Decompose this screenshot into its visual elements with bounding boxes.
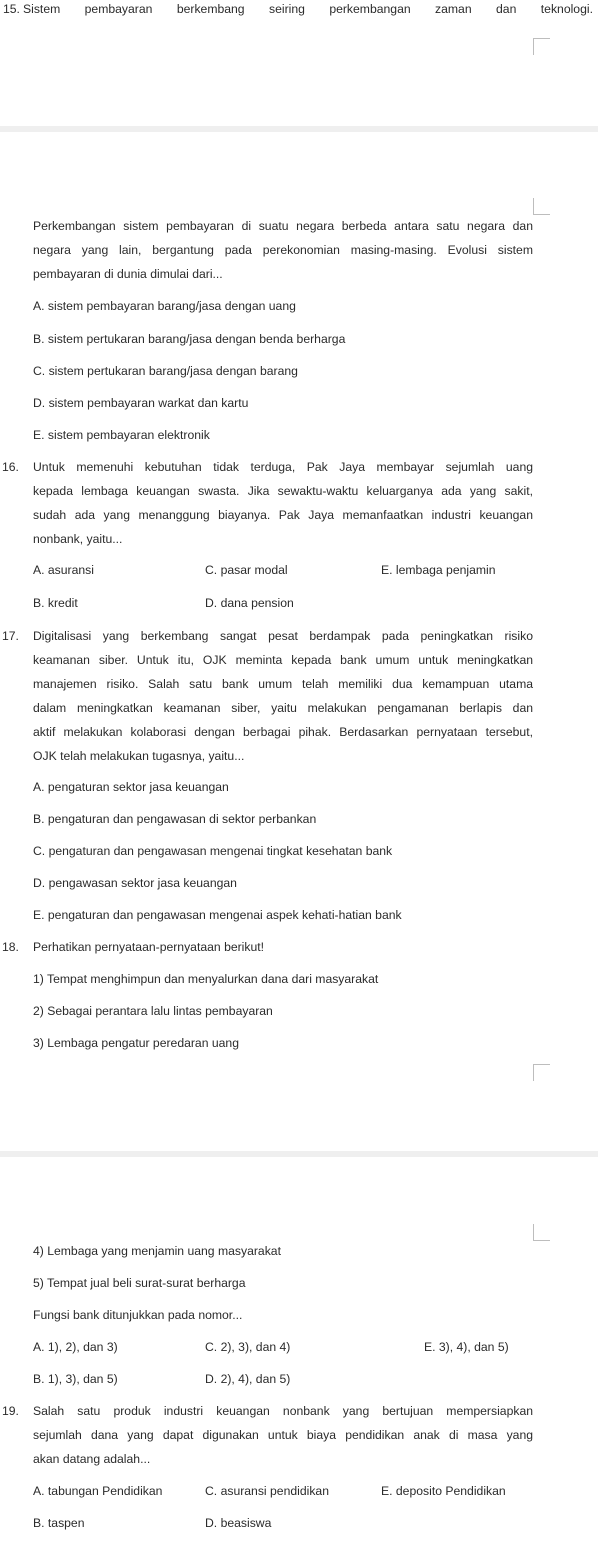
option-e[interactable]: E. lembaga penjamin	[381, 563, 496, 577]
option-a[interactable]: A. tabungan Pendidikan	[33, 1484, 163, 1498]
option-c[interactable]: C. sistem pertukaran barang/jasa dengan barang	[33, 364, 298, 378]
question-number: 17.	[2, 629, 19, 643]
option-a[interactable]: A. pengaturan sektor jasa keuangan	[33, 780, 229, 794]
statement-1: 1) Tempat menghimpun dan menyalurkan dana dari masyarakat	[33, 972, 379, 986]
option-a[interactable]: A. sistem pembayaran barang/jasa dengan uang	[33, 299, 296, 313]
option-d[interactable]: D. dana pension	[205, 596, 294, 610]
page-separator	[0, 126, 598, 132]
statement-2: 2) Sebagai perantara lalu lintas pembayaran	[33, 1004, 273, 1018]
crop-mark-top	[533, 1064, 550, 1081]
question-number: 16.	[2, 460, 19, 474]
option-e[interactable]: E. pengaturan dan pengawasan mengenai aspek kehati-hatian bank	[33, 908, 402, 922]
option-e[interactable]: E. sistem pembayaran elektronik	[33, 428, 210, 442]
option-c[interactable]: C. 2), 3), dan 4)	[205, 1340, 291, 1354]
question-number: 19.	[2, 1404, 19, 1418]
option-e[interactable]: E. deposito Pendidikan	[381, 1484, 506, 1498]
option-d[interactable]: D. 2), 4), dan 5)	[205, 1372, 291, 1386]
statement-3: 3) Lembaga pengatur peredaran uang	[33, 1036, 239, 1050]
page-separator	[0, 1151, 598, 1157]
crop-mark-bottom	[533, 198, 550, 215]
crop-mark-top	[533, 38, 550, 55]
option-b[interactable]: B. 1), 3), dan 5)	[33, 1372, 118, 1386]
crop-mark-bottom	[533, 1224, 550, 1241]
question-title: Perhatikan pernyataan-pernyataan berikut!	[33, 940, 265, 954]
option-b[interactable]: B. pengaturan dan pengawasan di sektor perbankan	[33, 812, 317, 826]
option-c[interactable]: C. pasar modal	[205, 563, 288, 577]
option-d[interactable]: D. beasiswa	[205, 1516, 272, 1530]
option-c[interactable]: C. pengaturan dan pengawasan mengenai tingkat kesehatan bank	[33, 844, 393, 858]
question-title: Sistem pembayaran berkembang seiring perkembangan zaman dan teknologi.	[23, 2, 593, 16]
option-b[interactable]: B. sistem pertukaran barang/jasa dengan benda berharga	[33, 332, 346, 346]
option-b[interactable]: B. taspen	[33, 1516, 85, 1530]
option-b[interactable]: B. kredit	[33, 596, 78, 610]
option-a[interactable]: A. asuransi	[33, 563, 94, 577]
option-d[interactable]: D. pengawasan sektor jasa keuangan	[33, 876, 237, 890]
option-d[interactable]: D. sistem pembayaran warkat dan kartu	[33, 396, 249, 410]
question-number: 15.	[3, 2, 20, 16]
option-c[interactable]: C. asuransi pendidikan	[205, 1484, 329, 1498]
statement-5: 5) Tempat jual beli surat-surat berharga	[33, 1276, 246, 1290]
question-prompt: Fungsi bank ditunjukkan pada nomor...	[33, 1308, 243, 1322]
option-a[interactable]: A. 1), 2), dan 3)	[33, 1340, 118, 1354]
statement-4: 4) Lembaga yang menjamin uang masyarakat	[33, 1244, 281, 1258]
option-e[interactable]: E. 3), 4), dan 5)	[424, 1340, 509, 1354]
question-number: 18.	[2, 940, 19, 954]
